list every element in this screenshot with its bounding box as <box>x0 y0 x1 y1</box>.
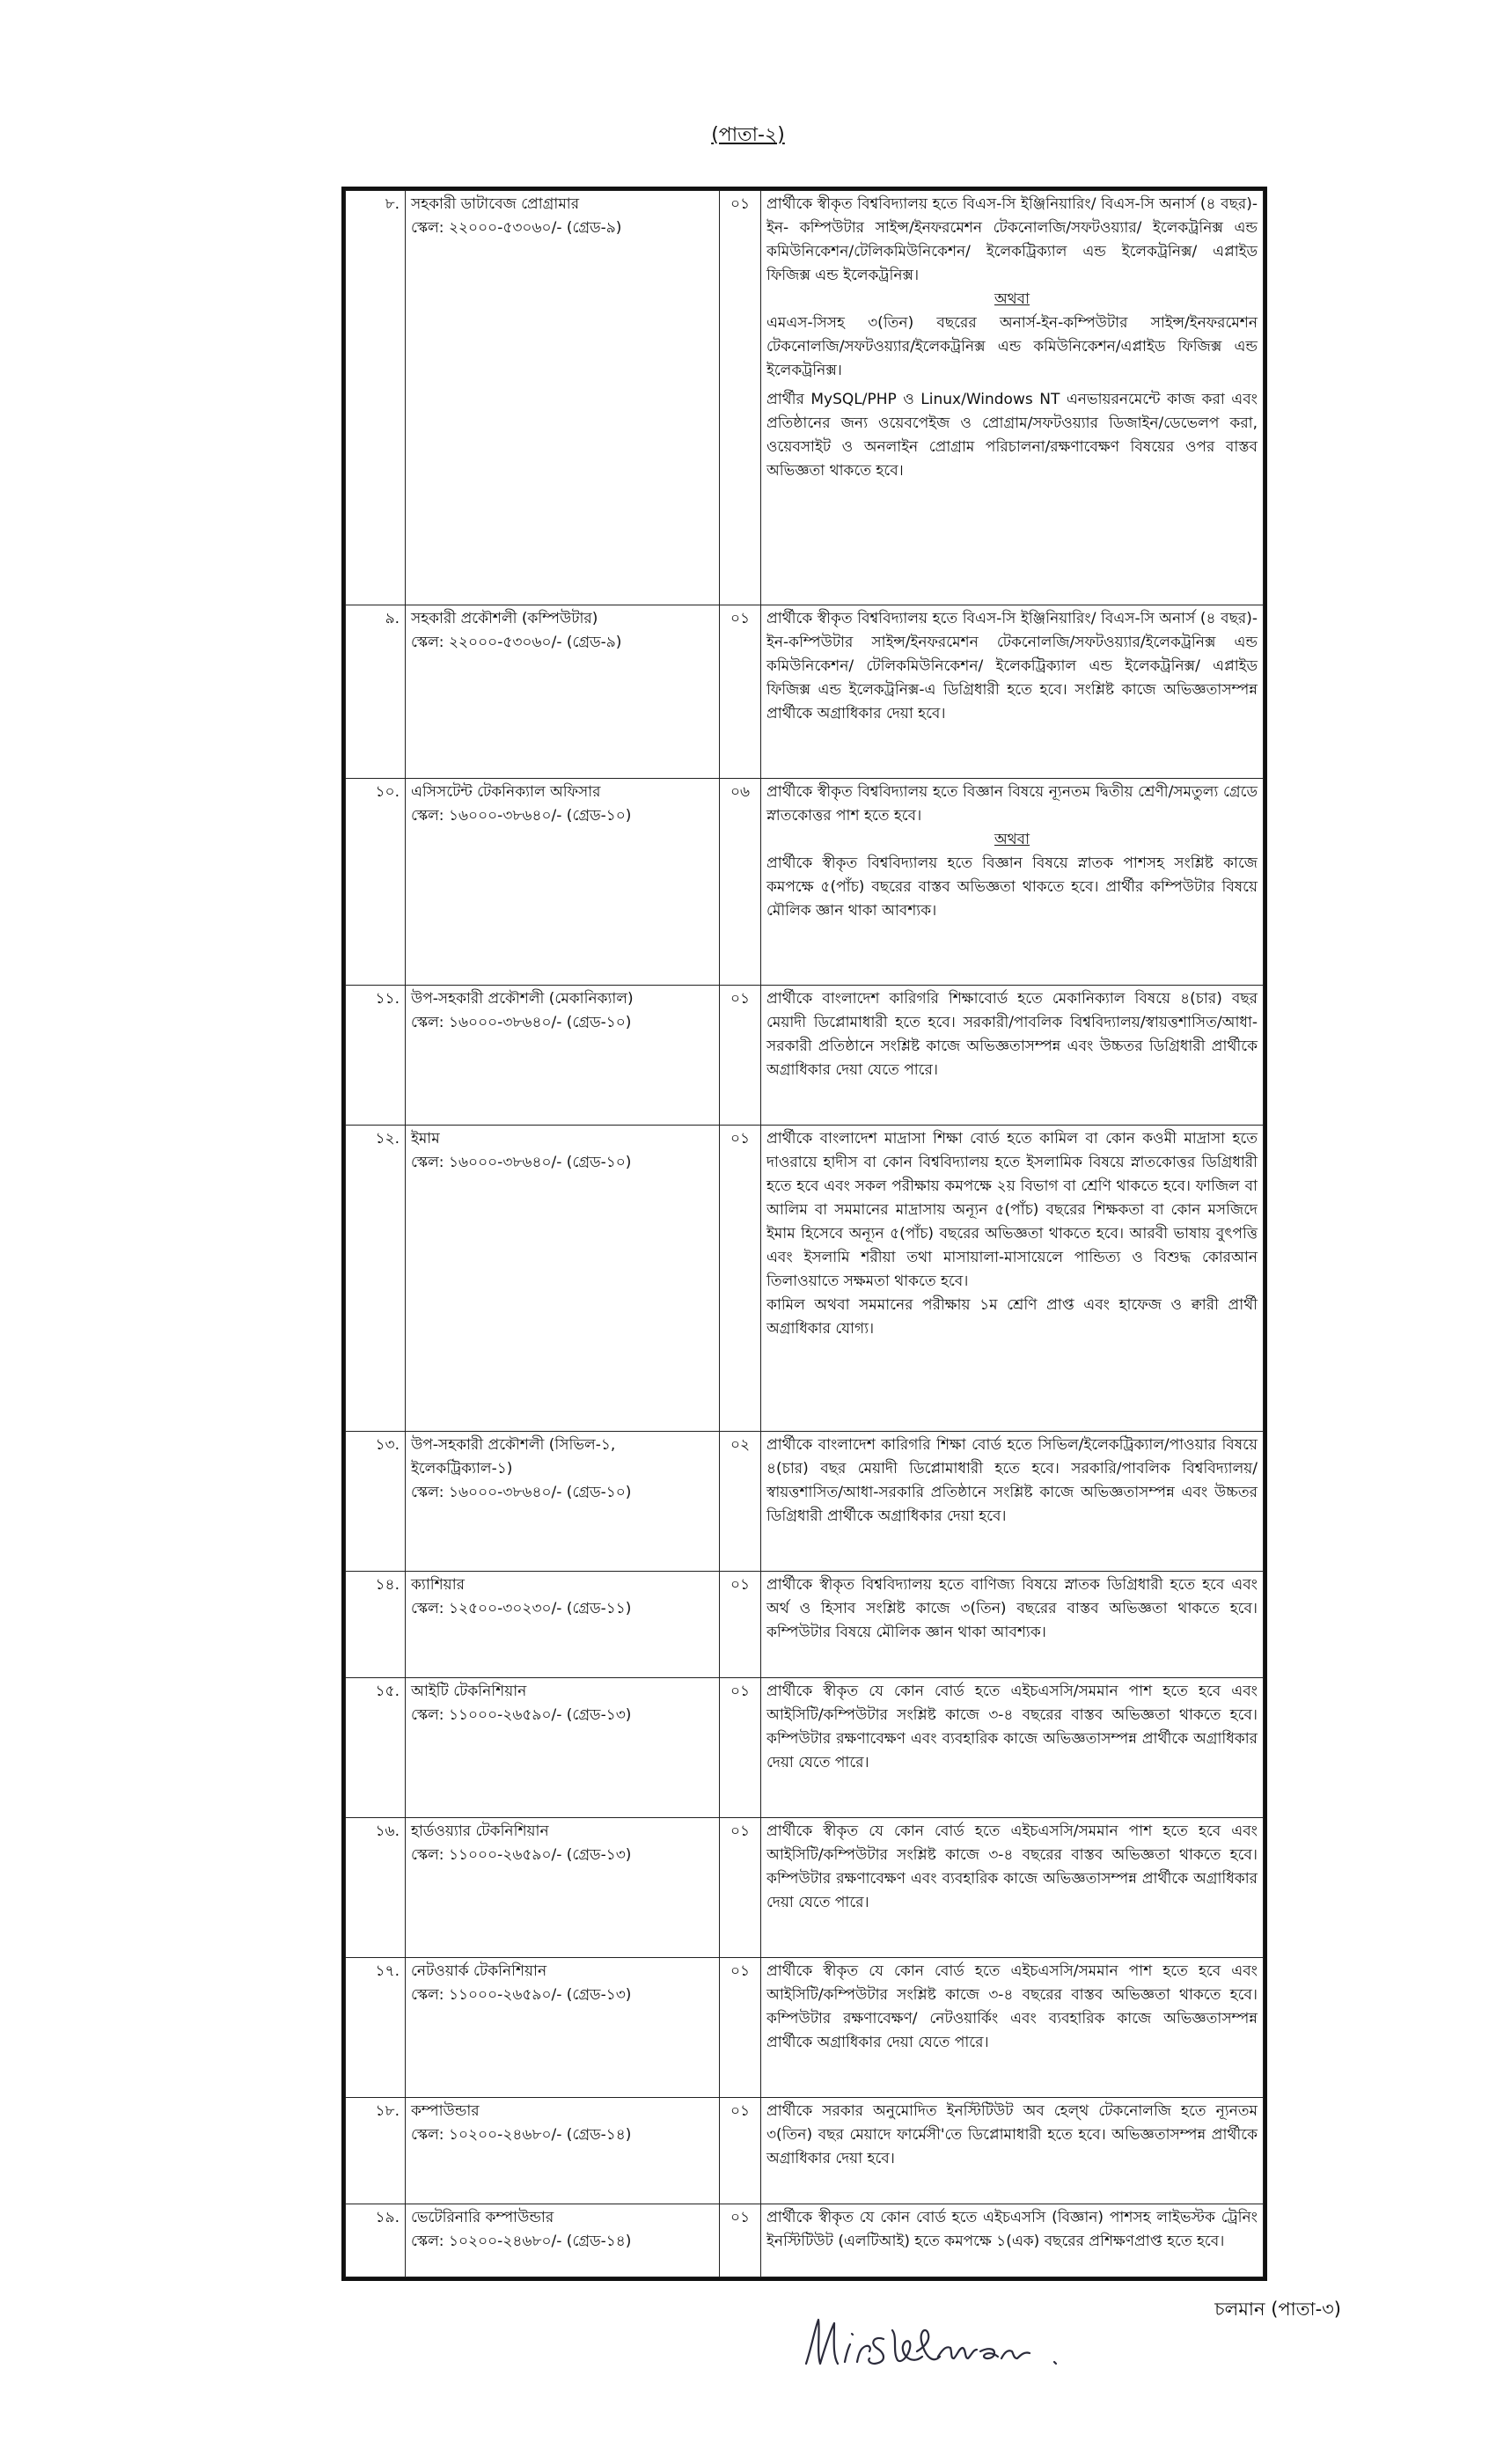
serial-number: ১২. <box>346 1125 406 1432</box>
post-cell <box>406 191 720 605</box>
post-name: নেটওয়ার্ক টেকনিশিয়ান <box>411 1962 547 1981</box>
table-row <box>346 1432 1264 1572</box>
serial-number: ১০. <box>346 778 406 985</box>
table-row <box>346 1572 1264 1678</box>
post-name: ক্যাশিয়ার <box>411 1576 465 1595</box>
requirement-paragraph: প্রার্থীকে স্বীকৃত বিশ্ববিদ্যালয় হতে বাণিজ্য বিষয়ে স্নাতক ডিগ্রিধারী হতে হবে এবং অর্থ ও হিসাব সংশ্লিষ্ট কাজে ৩(তিন) বছরের বাস্তব অভিজ্ঞতা থাকতে হবে। কম্পিউটার বিষয়ে মৌলিক জ্ঞান থাকা আবশ্যক। <box>766 1576 1258 1642</box>
signature <box>799 2313 1116 2374</box>
requirement-paragraph: প্রার্থীকে স্বীকৃত যে কোন বোর্ড হতে এইচএসসি/সমমান পাশ হতে হবে এবং আইসিটি/কম্পিউটার সংশ্লিষ্ট কাজে ৩-৪ বছরের বাস্তব অভিজ্ঞতা থাকতে হবে। কম্পিউটার রক্ষণাবেক্ষণ এবং ব্যবহারিক কাজে অভিজ্ঞতাসম্পন্ন প্রার্থীকে অগ্রাধিকার দেয়া যেতে পারে। <box>766 1822 1258 1912</box>
requirements-cell <box>761 1125 1264 1432</box>
post-count: ০১ <box>720 605 761 779</box>
post-name: হার্ডওয়্যার টেকনিশিয়ান <box>411 1822 549 1841</box>
pay-scale: স্কেল: ১২৫০০-৩০২৩০/- (গ্রেড-১১) <box>411 1600 632 1618</box>
requirement-paragraph: প্রার্থীকে বাংলাদেশ কারিগরি শিক্ষা বোর্ড হতে সিভিল/ইলেকট্রিক্যাল/পাওয়ার বিষয়ে ৪(চার) বছর মেয়াদী ডিপ্লোমাধারী হতে হবে। সরকারি/পাবলিক বিশ্ববিদ্যালয়/ স্বায়ত্তশাসিত/আধা-সরকারি প্রতিষ্ঠানে সংশ্লিষ্ট কাজে অভিজ্ঞতাসম্পন্ন এবং উচ্চতর ডিগ্রিধারী প্রার্থীকে অগ্রাধিকার দেয়া হবে। <box>766 1436 1258 1526</box>
post-cell <box>406 2098 720 2204</box>
serial-number: ৯. <box>346 605 406 779</box>
pay-scale: স্কেল: ২২০০০-৫৩০৬০/- (গ্রেড-৯) <box>411 634 622 652</box>
post-name: সহকারী প্রকৌশলী (কম্পিউটার) <box>411 610 598 628</box>
post-cell <box>406 1432 720 1572</box>
requirement-paragraph: এমএস-সিসহ ৩(তিন) বছরের অনার্স-ইন-কম্পিউটার সাইন্স/ইনফরমেশন টেকনোলজি/সফটওয়্যার/ইলেকট্রনিক্স এন্ড কমিউনিকেশন/এপ্লাইড ফিজিক্স এন্ড ইলেকট্রনিক্স। <box>766 314 1258 379</box>
table-row <box>346 191 1264 605</box>
serial-number: ১৯. <box>346 2204 406 2277</box>
table-row <box>346 1958 1264 2098</box>
requirements-cell <box>761 1432 1264 1572</box>
table-row <box>346 985 1264 1125</box>
alternative-label: অথবা <box>994 290 1030 308</box>
pay-scale: স্কেল: ১৬০০০-৩৮৬৪০/- (গ্রেড-১০) <box>411 1153 632 1171</box>
pay-scale: স্কেল: ২২০০০-৫৩০৬০/- (গ্রেড-৯) <box>411 219 622 237</box>
post-name: ভেটেরিনারি কম্পাউন্ডার <box>411 2208 554 2226</box>
table-row <box>346 1818 1264 1958</box>
table-body <box>346 191 1264 2277</box>
post-count: ০২ <box>720 1432 761 1572</box>
post-name: ইমাম <box>411 1129 440 1148</box>
pay-scale: স্কেল: ১৬০০০-৩৮৬৪০/- (গ্রেড-১০) <box>411 1013 632 1031</box>
requirement-paragraph: প্রার্থীকে স্বীকৃত বিশ্ববিদ্যালয় হতে বিজ্ঞান বিষয়ে স্নাতক পাশসহ সংশ্লিষ্ট কাজে কমপক্ষে ৫(পাঁচ) বছরের বাস্তব অভিজ্ঞতা থাকতে হবে। প্রার্থীর কম্পিউটার বিষয়ে মৌলিক জ্ঞান থাকা আবশ্যক। <box>766 854 1258 920</box>
requirements-cell <box>761 2204 1264 2277</box>
post-name: আইটি টেকনিশিয়ান <box>411 1683 527 1701</box>
requirements-cell <box>761 1818 1264 1958</box>
post-count: ০১ <box>720 1958 761 2098</box>
pay-scale: স্কেল: ১৬০০০-৩৮৬৪০/- (গ্রেড-১০) <box>411 806 632 825</box>
pay-scale: স্কেল: ১৬০০০-৩৮৬৪০/- (গ্রেড-১০) <box>411 1484 632 1502</box>
post-count: ০১ <box>720 1818 761 1958</box>
post-cell <box>406 1678 720 1818</box>
alternative-label: অথবা <box>994 830 1030 848</box>
requirements-cell <box>761 778 1264 985</box>
post-count: ০১ <box>720 1572 761 1678</box>
table-row <box>346 1678 1264 1818</box>
requirement-paragraph: প্রার্থীকে স্বীকৃত বিশ্ববিদ্যালয় হতে বিএস-সি ইঞ্জিনিয়ারিং/ বিএস-সি অনার্স (৪ বছর)-ইন- কম্পিউটার সাইন্স/ইনফরমেশন টেকনোলজি/সফটওয়্যার/ ইলেকট্রনিক্স এন্ড কমিউনিকেশন/টেলিকমিউনিকেশন/ ইলেকট্রিক্যাল এন্ড ইলেকট্রনিক্স/ এপ্লাইড ফিজিক্স এন্ড ইলেকট্রনিক্স। <box>766 195 1258 284</box>
table-row <box>346 605 1264 779</box>
pay-scale: স্কেল: ১১০০০-২৬৫৯০/- (গ্রেড-১৩) <box>411 1846 632 1865</box>
serial-number: ১৪. <box>346 1572 406 1678</box>
post-name: উপ-সহকারী প্রকৌশলী (সিভিল-১, ইলেকট্রিক্যাল-১) <box>411 1436 616 1478</box>
requirement-paragraph: প্রার্থীকে বাংলাদেশ মাদ্রাসা শিক্ষা বোর্ড হতে কামিল বা কোন কওমী মাদ্রাসা হতে দাওরায়ে হাদীস বা কোন বিশ্ববিদ্যালয় হতে ইসলামিক বিষয়ে স্নাতকোত্তর ডিগ্রিধারী হতে হবে এবং সকল পরীক্ষায় কমপক্ষে ২য় বিভাগ বা শ্রেণি থাকতে হবে। ফাজিল বা আলিম বা সমমানের মাদ্রাসায় অন্যূন ৫(পাঁচ) বছরের শিক্ষকতা বা কোন মসজিদে ইমাম হিসেবে অন্যূন ৫(পাঁচ) বছরের অভিজ্ঞতা থাকতে হবে। আরবী ভাষায় বুৎপত্তি এবং ইসলামি শরীয়া তথা মাসায়ালা-মাসায়েলে পান্ডিত্য ও বিশুদ্ধ কোরআন তিলাওয়াতে সক্ষমতা থাকতে হবে। <box>766 1129 1258 1290</box>
post-cell <box>406 778 720 985</box>
requirements-cell <box>761 1572 1264 1678</box>
post-count: ০১ <box>720 1678 761 1818</box>
requirements-cell <box>761 191 1264 605</box>
requirements-cell <box>761 2098 1264 2204</box>
serial-number: ১৮. <box>346 2098 406 2204</box>
table-row <box>346 778 1264 985</box>
serial-number: ১১. <box>346 985 406 1125</box>
serial-number: ১৫. <box>346 1678 406 1818</box>
continued-note: চলমান (পাতা-৩) <box>1214 2299 1341 2320</box>
post-name: উপ-সহকারী প্রকৌশলী (মেকানিক্যাল) <box>411 989 634 1008</box>
post-cell <box>406 1572 720 1678</box>
serial-number: ৮. <box>346 191 406 605</box>
post-cell <box>406 1958 720 2098</box>
post-cell <box>406 1818 720 1958</box>
post-count: ০১ <box>720 2204 761 2277</box>
post-name: সহকারী ডাটাবেজ প্রোগ্রামার <box>411 195 580 213</box>
requirement-paragraph: প্রার্থীকে স্বীকৃত যে কোন বোর্ড হতে এইচএসসি/সমমান পাশ হতে হবে এবং আইসিটি/কম্পিউটার সংশ্লিষ্ট কাজে ৩-৪ বছরের বাস্তব অভিজ্ঞতা থাকতে হবে। কম্পিউটার রক্ষণাবেক্ষণ/ নেটওয়ার্কিং এবং ব্যবহারিক কাজে অভিজ্ঞতাসম্পন্ন প্রার্থীকে অগ্রাধিকার দেয়া যেতে পারে। <box>766 1962 1258 2052</box>
requirement-paragraph: কামিল অথবা সমমানের পরীক্ষায় ১ম শ্রেণি প্রাপ্ত এবং হাফেজ ও ক্বারী প্রার্থী অগ্রাধিকার যোগ্য। <box>766 1295 1258 1338</box>
post-count: ০৬ <box>720 778 761 985</box>
requirement-paragraph: প্রার্থীকে স্বীকৃত বিশ্ববিদ্যালয় হতে বিএস-সি ইঞ্জিনিয়ারিং/ বিএস-সি অনার্স (৪ বছর)-ইন-কম্পিউটার সাইন্স/ইনফরমেশন টেকনোলজি/সফটওয়্যার/ইলেকট্রনিক্স এন্ড কমিউনিকেশন/ টেলিকমিউনিকেশন/ ইলেকট্রিক্যাল এন্ড ইলেকট্রনিক্স/ এপ্লাইড ফিজিক্স এন্ড ইলেকট্রনিক্স-এ ডিগ্রিধারী হতে হবে। সংশ্লিষ্ট কাজে অভিজ্ঞতাসম্পন্ন প্রার্থীকে অগ্রাধিকার দেয়া হবে। <box>766 610 1258 723</box>
requirement-paragraph: প্রার্থীকে স্বীকৃত বিশ্ববিদ্যালয় হতে বিজ্ঞান বিষয়ে ন্যূনতম দ্বিতীয় শ্রেণী/সমতুল্য গ্রেডে স্নাতকোত্তর পাশ হতে হবে। <box>766 782 1258 825</box>
post-count: ০১ <box>720 2098 761 2204</box>
pay-scale: স্কেল: ১১০০০-২৬৫৯০/- (গ্রেড-১৩) <box>411 1706 632 1725</box>
requirements-cell <box>761 605 1264 779</box>
requirement-paragraph: প্রার্থীকে বাংলাদেশ কারিগরি শিক্ষাবোর্ড হতে মেকানিক্যাল বিষয়ে ৪(চার) বছর মেয়াদী ডিপ্লোমাধারী হতে হবে। সরকারী/পাবলিক বিশ্ববিদ্যালয়/স্বায়ত্তশাসিত/আধা-সরকারী প্রতিষ্ঠানে সংশ্লিষ্ট কাজে অভিজ্ঞতাসম্পন্ন এবং উচ্চতর ডিগ্রিধারী প্রার্থীকে অগ্রাধিকার দেয়া যেতে পারে। <box>766 989 1258 1079</box>
requirement-paragraph: প্রার্থীর MySQL/PHP ও Linux/Windows NT এনভায়রনমেন্টে কাজ করা এবং প্রতিষ্ঠানের জন্য ওয়েবপেইজ ও প্রোগ্রাম/সফটওয়্যার ডিজাইন/ডেভেলপ করা, ওয়েবসাইট ও অনলাইন প্রোগ্রাম পরিচালনা/রক্ষণাবেক্ষণ বিষয়ের ওপর বাস্তব অভিজ্ঞতা থাকতে হবে। <box>766 391 1258 480</box>
pay-scale: স্কেল: ১০২০০-২৪৬৮০/- (গ্রেড-১৪) <box>411 2126 632 2145</box>
table-row <box>346 2098 1264 2204</box>
post-cell <box>406 985 720 1125</box>
requirement-paragraph: প্রার্থীকে স্বীকৃত যে কোন বোর্ড হতে এইচএসসি/সমমান পাশ হতে হবে এবং আইসিটি/কম্পিউটার সংশ্লিষ্ট কাজে ৩-৪ বছরের বাস্তব অভিজ্ঞতা থাকতে হবে। কম্পিউটার রক্ষণাবেক্ষণ এবং ব্যবহারিক কাজে অভিজ্ঞতাসম্পন্ন প্রার্থীকে অগ্রাধিকার দেয়া যেতে পারে। <box>766 1683 1258 1772</box>
table-row <box>346 1125 1264 1432</box>
post-cell <box>406 2204 720 2277</box>
table-row <box>346 2204 1264 2277</box>
requirement-paragraph: প্রার্থীকে সরকার অনুমোদিত ইনস্টিটিউট অব হেল্থ টেকনোলজি হতে ন্যূনতম ৩(তিন) বছর মেয়াদে ফার্মেসী'তে ডিপ্লোমাধারী হতে হবে। অভিজ্ঞতাসম্পন্ন প্রার্থীকে অগ্রাধিকার দেয়া হবে। <box>766 2102 1258 2168</box>
post-name: কম্পাউন্ডার <box>411 2102 480 2121</box>
requirements-cell <box>761 1678 1264 1818</box>
pay-scale: স্কেল: ১০২০০-২৪৬৮০/- (গ্রেড-১৪) <box>411 2232 632 2250</box>
posts-table <box>341 187 1267 2281</box>
post-cell <box>406 605 720 779</box>
post-name: এসিসটেন্ট টেকনিক্যাল অফিসার <box>411 782 601 801</box>
requirements-cell <box>761 985 1264 1125</box>
serial-number: ১৩. <box>346 1432 406 1572</box>
requirements-cell <box>761 1958 1264 2098</box>
serial-number: ১৬. <box>346 1818 406 1958</box>
post-count: ০১ <box>720 191 761 605</box>
post-count: ০১ <box>720 985 761 1125</box>
serial-number: ১৭. <box>346 1958 406 2098</box>
page-number: (পাতা-২) <box>711 124 785 146</box>
post-cell <box>406 1125 720 1432</box>
pay-scale: স্কেল: ১১০০০-২৬৫৯০/- (গ্রেড-১৩) <box>411 1986 632 2005</box>
requirement-paragraph: প্রার্থীকে স্বীকৃত যে কোন বোর্ড হতে এইচএসসি (বিজ্ঞান) পাশসহ লাইভস্টক ট্রেনিং ইনস্টিটিউট (এলটিআই) হতে কমপক্ষে ১(এক) বছরের প্রশিক্ষণপ্রাপ্ত হতে হবে। <box>766 2208 1258 2250</box>
post-count: ০১ <box>720 1125 761 1432</box>
